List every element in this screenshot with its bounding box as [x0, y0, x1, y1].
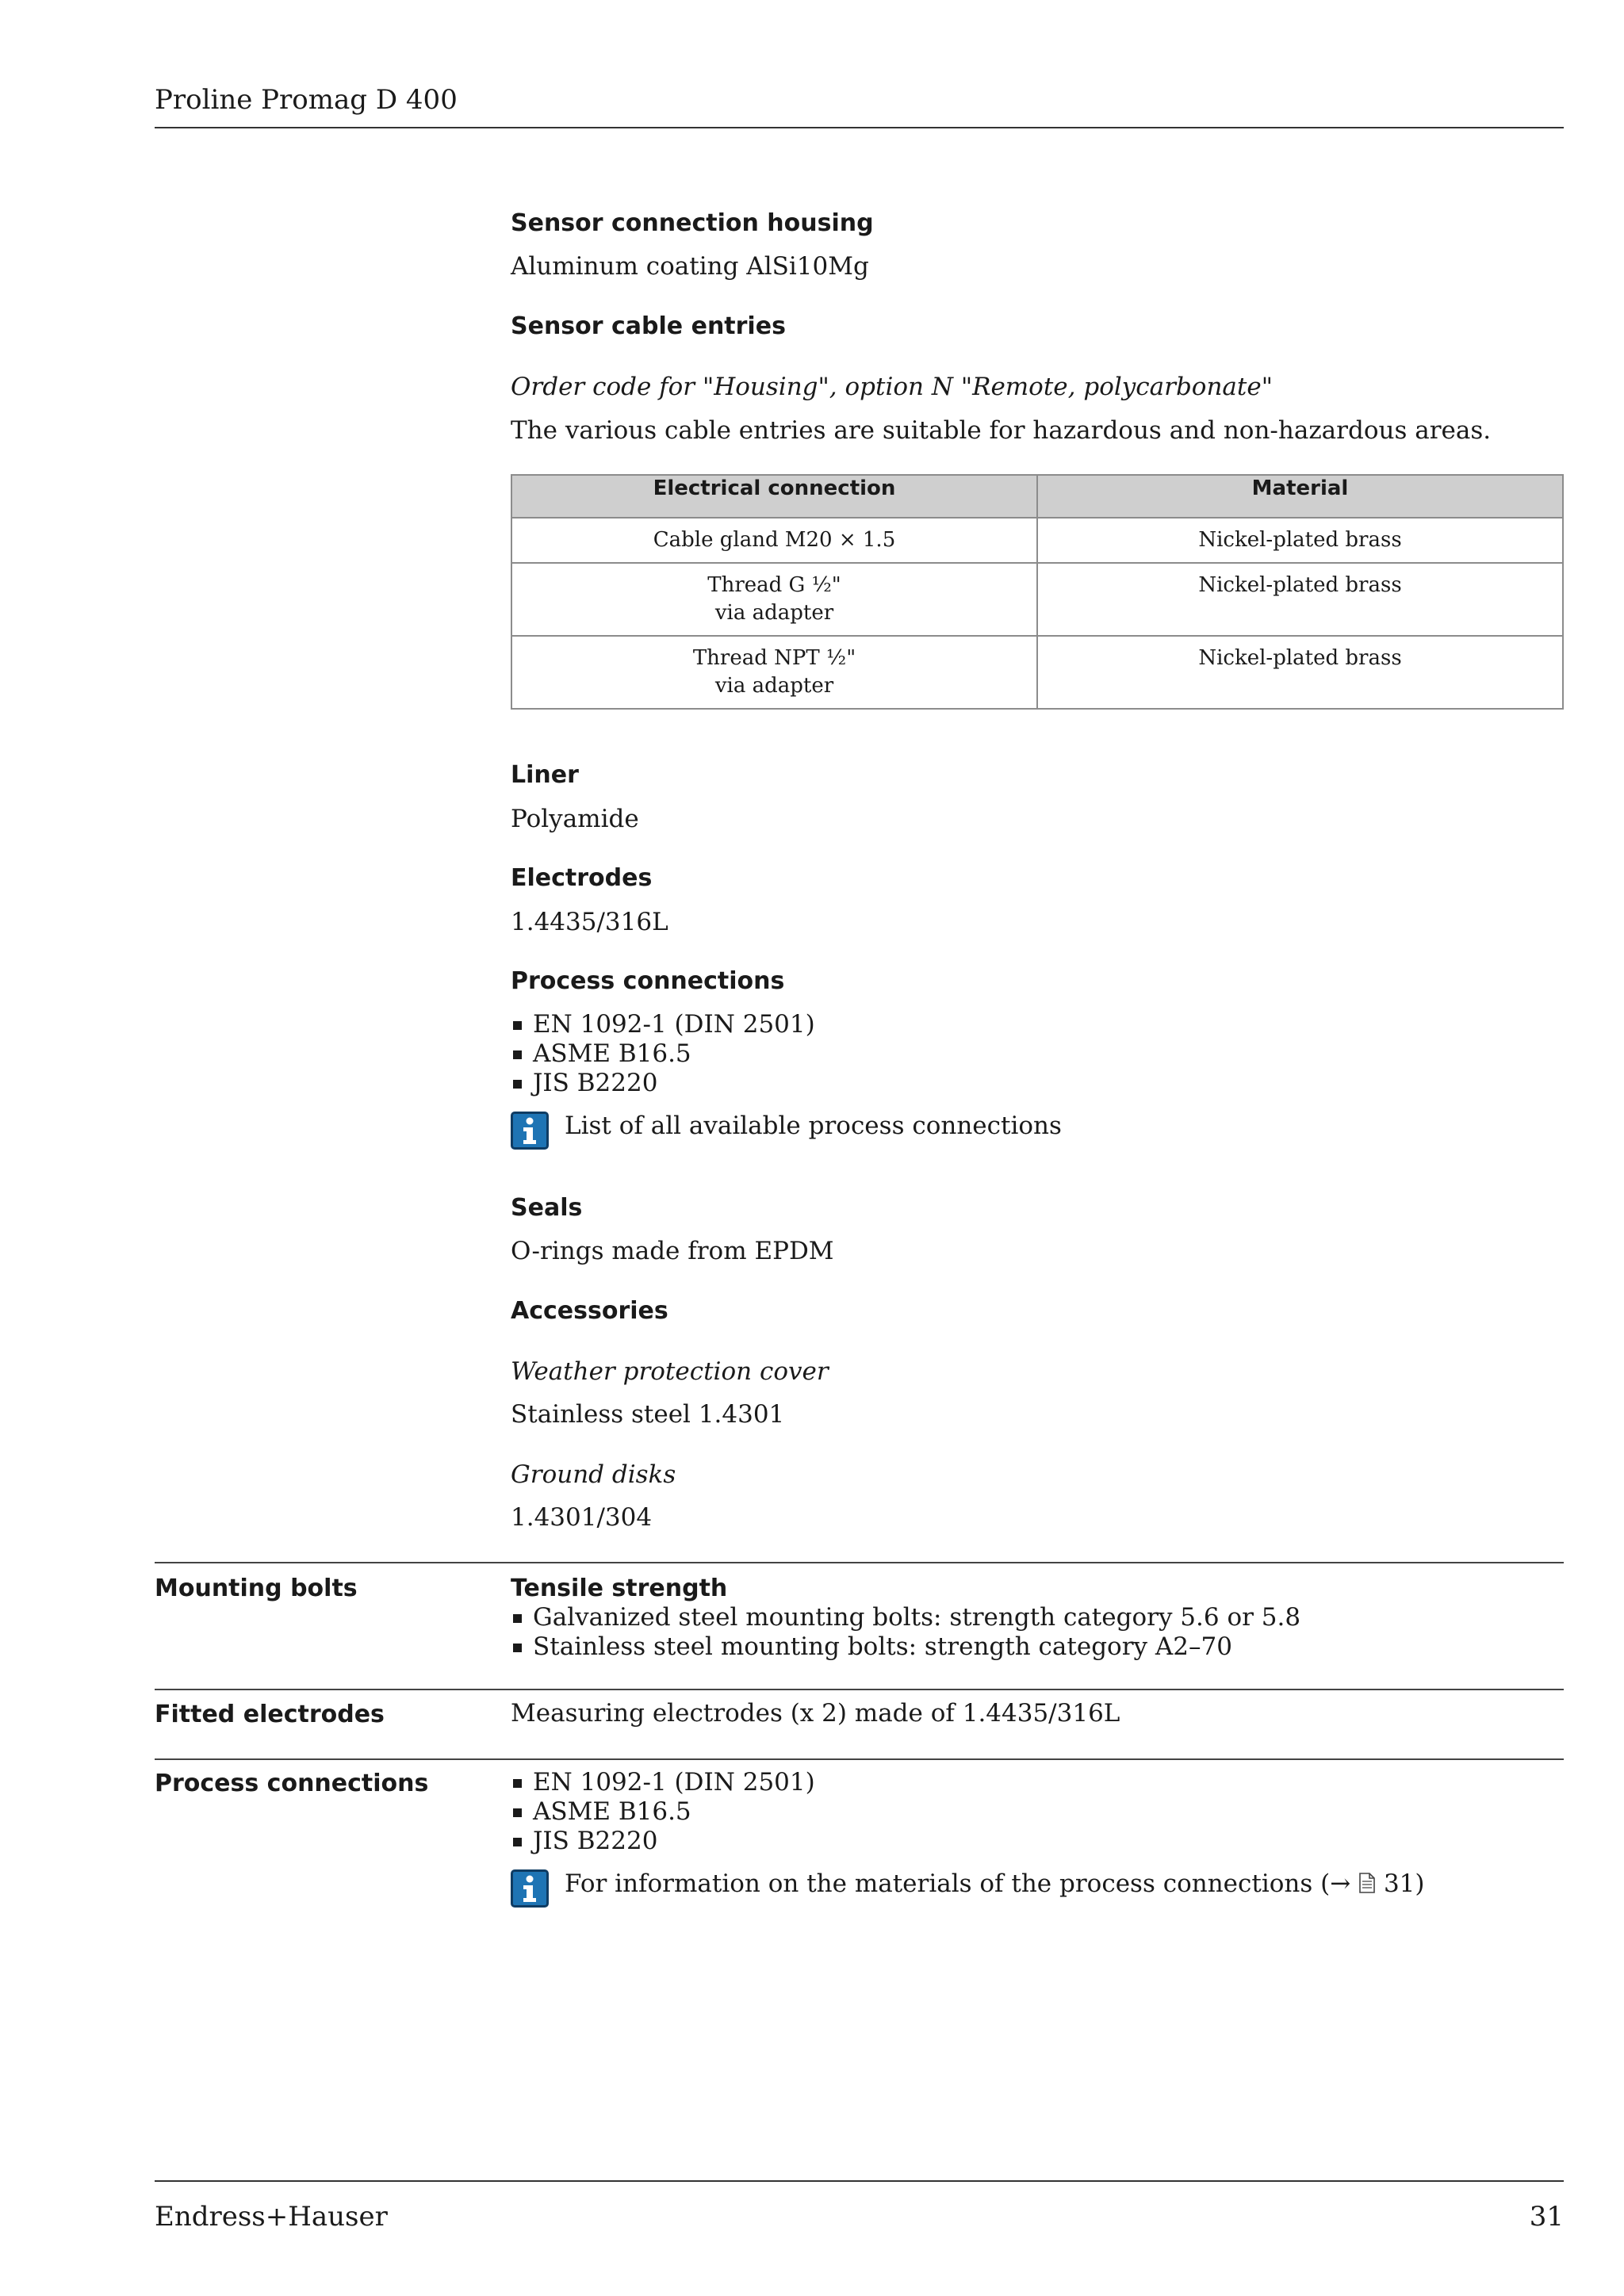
bullet-icon: [513, 1644, 522, 1652]
list-item: [511, 1603, 1300, 1632]
bullet-icon: [513, 1614, 522, 1623]
page-footer: [155, 2180, 1564, 2237]
table-header-material: Material: [1037, 475, 1563, 518]
bullet-icon: [513, 1021, 522, 1030]
list-item: [511, 1069, 815, 1098]
list-item: [511, 1827, 815, 1856]
bullet-icon: [513, 1050, 522, 1059]
note-text: For information on the materials of the process connections (: [565, 1869, 1331, 1898]
cable-entries-heading: Sensor cable entries: [511, 312, 786, 340]
table-cell-material: Nickel-plated brass: [1037, 636, 1563, 709]
process-connections-note: [565, 1869, 1425, 1898]
cable-entries-table: [511, 474, 1564, 710]
list-item-text: JIS B2220: [533, 1827, 658, 1855]
info-icon: [511, 1869, 549, 1908]
process-connections-sub-note: List of all available process connections: [565, 1112, 1062, 1140]
ground-disks-text: 1.4301/304: [511, 1503, 653, 1532]
page-icon: [1358, 1873, 1376, 1893]
bullet-icon: [513, 1779, 522, 1788]
cell-line: via adapter: [714, 601, 834, 625]
document-title: Proline Promag D 400: [155, 84, 458, 116]
list-item: [511, 1768, 815, 1797]
list-item-text: EN 1092-1 (DIN 2501): [533, 1768, 815, 1797]
ground-disks-label: Ground disks: [511, 1460, 676, 1489]
list-item: [511, 1632, 1300, 1662]
seals-text: O-rings made from EPDM: [511, 1237, 834, 1265]
liner-heading: Liner: [511, 761, 579, 789]
process-connections-sub-list: [511, 1010, 815, 1098]
table-header-connection: Electrical connection: [511, 475, 1037, 518]
table-row: [511, 518, 1563, 563]
page-reference-number: 31: [1383, 1869, 1415, 1898]
table-cell-connection: [511, 563, 1037, 636]
list-item-text: ASME B16.5: [533, 1797, 691, 1826]
list-item: [511, 1010, 815, 1039]
footer-page-number: 31: [1529, 2201, 1564, 2233]
table-cell-connection: [511, 636, 1037, 709]
process-connections-label: Process connections: [155, 1770, 429, 1797]
list-item-text: Stainless steel mounting bolts: strength category A2–70: [533, 1632, 1232, 1661]
fitted-electrodes-text: Measuring electrodes (x 2) made of 1.4435/316L: [511, 1699, 1120, 1728]
weather-cover-label: Weather protection cover: [511, 1357, 829, 1386]
page-header: [155, 82, 1564, 128]
seals-heading: Seals: [511, 1194, 583, 1222]
sensor-housing-heading: Sensor connection housing: [511, 209, 874, 237]
weather-cover-text: Stainless steel 1.4301: [511, 1400, 785, 1429]
cell-line: Cable gland M20 × 1.5: [653, 528, 896, 552]
sensor-housing-text: Aluminum coating AlSi10Mg: [511, 252, 869, 281]
section-divider: [155, 1689, 1564, 1690]
arrow-icon: →: [1330, 1869, 1351, 1898]
page-reference-link[interactable]: [1358, 1869, 1415, 1898]
cell-line: via adapter: [714, 674, 834, 698]
bullet-icon: [513, 1080, 522, 1089]
process-connections-sub-heading: Process connections: [511, 967, 785, 995]
table-cell-material: Nickel-plated brass: [1037, 518, 1563, 563]
section-divider: [155, 1562, 1564, 1563]
list-item-text: EN 1092-1 (DIN 2501): [533, 1010, 815, 1039]
section-divider: [155, 1758, 1564, 1760]
info-icon: [511, 1112, 549, 1150]
table-row: [511, 563, 1563, 636]
note-suffix: ): [1415, 1869, 1425, 1898]
mounting-bolts-list: [511, 1603, 1300, 1662]
mounting-bolts-label: Mounting bolts: [155, 1575, 358, 1602]
list-item-text: Galvanized steel mounting bolts: strength category 5.6 or 5.8: [533, 1603, 1301, 1632]
cable-entries-order-code: Order code for "Housing", option N "Remote, polycarbonate": [511, 373, 1273, 401]
bullet-icon: [513, 1808, 522, 1817]
list-item-text: ASME B16.5: [533, 1039, 691, 1068]
table-row: [511, 636, 1563, 709]
table-header-row: [511, 475, 1563, 518]
bullet-icon: [513, 1838, 522, 1846]
cable-entries-text: The various cable entries are suitable for hazardous and non-hazardous areas.: [511, 416, 1492, 445]
footer-company: Endress+Hauser: [155, 2201, 388, 2233]
electrodes-heading: Electrodes: [511, 864, 653, 892]
table-cell-connection: [511, 518, 1037, 563]
electrodes-text: 1.4435/316L: [511, 908, 668, 936]
table-cell-material: Nickel-plated brass: [1037, 563, 1563, 636]
list-item: [511, 1797, 815, 1827]
accessories-heading: Accessories: [511, 1297, 668, 1325]
liner-text: Polyamide: [511, 805, 639, 833]
cell-line: Thread G ½": [707, 573, 841, 597]
fitted-electrodes-label: Fitted electrodes: [155, 1701, 385, 1728]
tensile-strength-heading: Tensile strength: [511, 1575, 728, 1602]
list-item-text: JIS B2220: [533, 1069, 658, 1097]
cell-line: Thread NPT ½": [692, 646, 856, 670]
process-connections-list: [511, 1768, 815, 1856]
list-item: [511, 1039, 815, 1069]
